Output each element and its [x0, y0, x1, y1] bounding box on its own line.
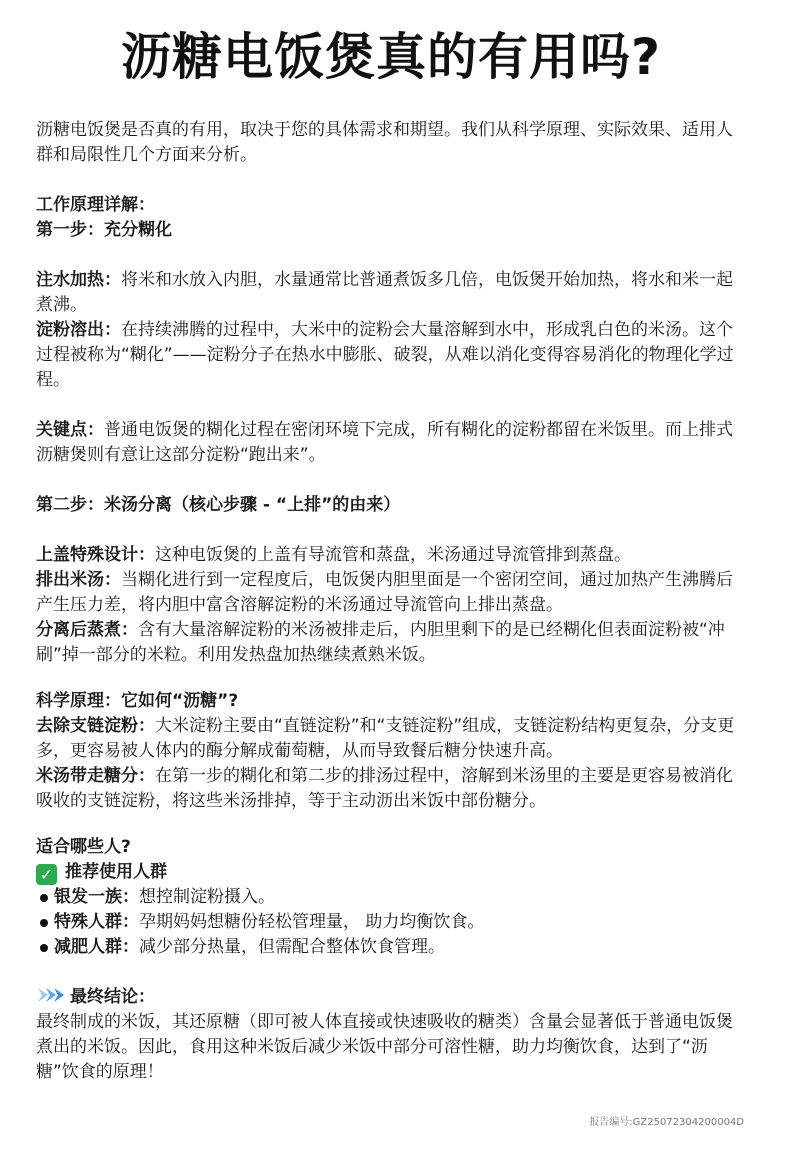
double-arrow-icon: [36, 986, 68, 1004]
science-item-amylopectin: [36, 714, 746, 764]
bullet-icon: [40, 944, 48, 952]
science-item-rice-soup: [36, 764, 746, 814]
bullet-icon: [40, 894, 48, 902]
science-section: [36, 689, 746, 814]
item-text: 大米淀粉主要由“直链淀粉”和“支链淀粉”组成，支链淀粉结构更复杂，分支更多，更容易被人体内的酶分解成葡萄糖，从而导致餐后糖分快速升高。: [36, 716, 735, 761]
page-title: 沥糖电饭煲真的有用吗?: [120, 28, 661, 86]
audience-list: [36, 885, 746, 960]
item-label: 排出米汤：: [36, 570, 121, 590]
key-point-label: 关键点：: [36, 420, 104, 440]
item-label: 分离后蒸煮：: [36, 620, 138, 640]
audience-heading: 适合哪些人?: [36, 837, 131, 857]
step2-items: [36, 543, 746, 668]
item-label: 米汤带走糖分：: [36, 766, 155, 786]
step2-item-drain: [36, 568, 746, 618]
science-heading: 科学原理：它如何“沥糖”?: [36, 691, 239, 711]
item-text: 将米和水放入内胆，水量通常比普通煮饭多几倍，电饭煲开始加热，将水和米一起煮沸。: [36, 270, 733, 315]
principle-section: [36, 193, 746, 243]
step2-item-steam: [36, 618, 746, 668]
item-text: 孕期妈妈想糖份轻松管理量， 助力均衡饮食。: [139, 912, 485, 932]
item-label: 银发一族：: [54, 887, 139, 907]
item-text: 含有大量溶解淀粉的米汤被排走后，内胆里剩下的是已经糊化但表面淀粉被“冲刷”掉一部分的米粒。利用发热盘加热继续煮熟米饭。: [36, 620, 725, 665]
conclusion-text: 最终制成的米饭，其还原糖（即可被人体直接或快速吸收的糖类）含量会显著低于普通电饭煲煮出的米饭。因此，食用这种米饭后减少米饭中部分可溶性糖，助力均衡饮食，达到了“沥糖”饮食的原理！: [36, 1012, 733, 1082]
intro-paragraph: 沥糖电饭煲是否真的有用，取决于您的具体需求和期望。我们从科学原理、实际效果、适用人群和局限性几个方面来分析。: [36, 120, 733, 165]
item-text: 想控制淀粉摄入。: [139, 887, 275, 907]
step1-item-starch: [36, 318, 746, 393]
key-point-text: 普通电饭煲的糊化过程在密闭环境下完成，所有糊化的淀粉都留在米饭里。而上排式沥糖煲则有意让这部分淀粉“跑出来”。: [36, 420, 733, 465]
bullet-icon: [40, 919, 48, 927]
conclusion-heading: [36, 985, 746, 1010]
item-text: 在持续沸腾的过程中，大米中的淀粉会大量溶解到水中，形成乳白色的米汤。这个过程被称为“糊化”——淀粉分子在热水中膨胀、破裂，从难以消化变得容易消化的物理化学过程。: [36, 320, 734, 390]
item-label: 淀粉溶出：: [36, 320, 121, 340]
conclusion-heading-text: 最终结论：: [70, 987, 155, 1007]
item-text: 这种电饭煲的上盖有导流管和蒸盘，米汤通过导流管排到蒸盘。: [155, 545, 631, 565]
item-text: 减少部分热量，但需配合整体饮食管理。: [139, 937, 445, 957]
item-label: 注水加热：: [36, 270, 121, 290]
list-item: [36, 885, 746, 910]
item-text: 当糊化进行到一定程度后，电饭煲内胆里面是一个密闭空间，通过加热产生沸腾后产生压力差，将内胆中富含溶解淀粉的米汤通过导流管向上排出蒸盘。: [36, 570, 733, 615]
recommend-heading: [36, 860, 746, 885]
item-label: 特殊人群：: [54, 912, 139, 932]
list-item: [36, 935, 746, 960]
item-label: 去除支链淀粉：: [36, 716, 155, 736]
recommend-heading-text: 推荐使用人群: [65, 862, 167, 882]
audience-section: [36, 835, 746, 960]
step1-item-water: [36, 268, 746, 318]
list-item: [36, 910, 746, 935]
step1-heading: 第一步：充分糊化: [36, 220, 172, 240]
step2-item-lid: [36, 543, 746, 568]
principle-heading: 工作原理详解：: [36, 195, 155, 215]
key-point: [36, 418, 746, 468]
item-label: 上盖特殊设计：: [36, 545, 155, 565]
report-number: 报告编号:GZ25072304200004D: [589, 1117, 744, 1128]
item-text: 在第一步的糊化和第二步的排汤过程中，溶解到米汤里的主要是更容易被消化吸收的支链淀粉，将这些米汤排掉，等于主动沥出米饭中部份糖分。: [36, 766, 733, 811]
item-label: 减肥人群：: [54, 937, 139, 957]
check-mark-icon: ✓: [36, 864, 57, 885]
step1-items: [36, 268, 746, 393]
conclusion-section: [36, 985, 746, 1085]
step2-heading: 第二步：米汤分离（核心步骤 - “上排”的由来）: [36, 495, 401, 515]
